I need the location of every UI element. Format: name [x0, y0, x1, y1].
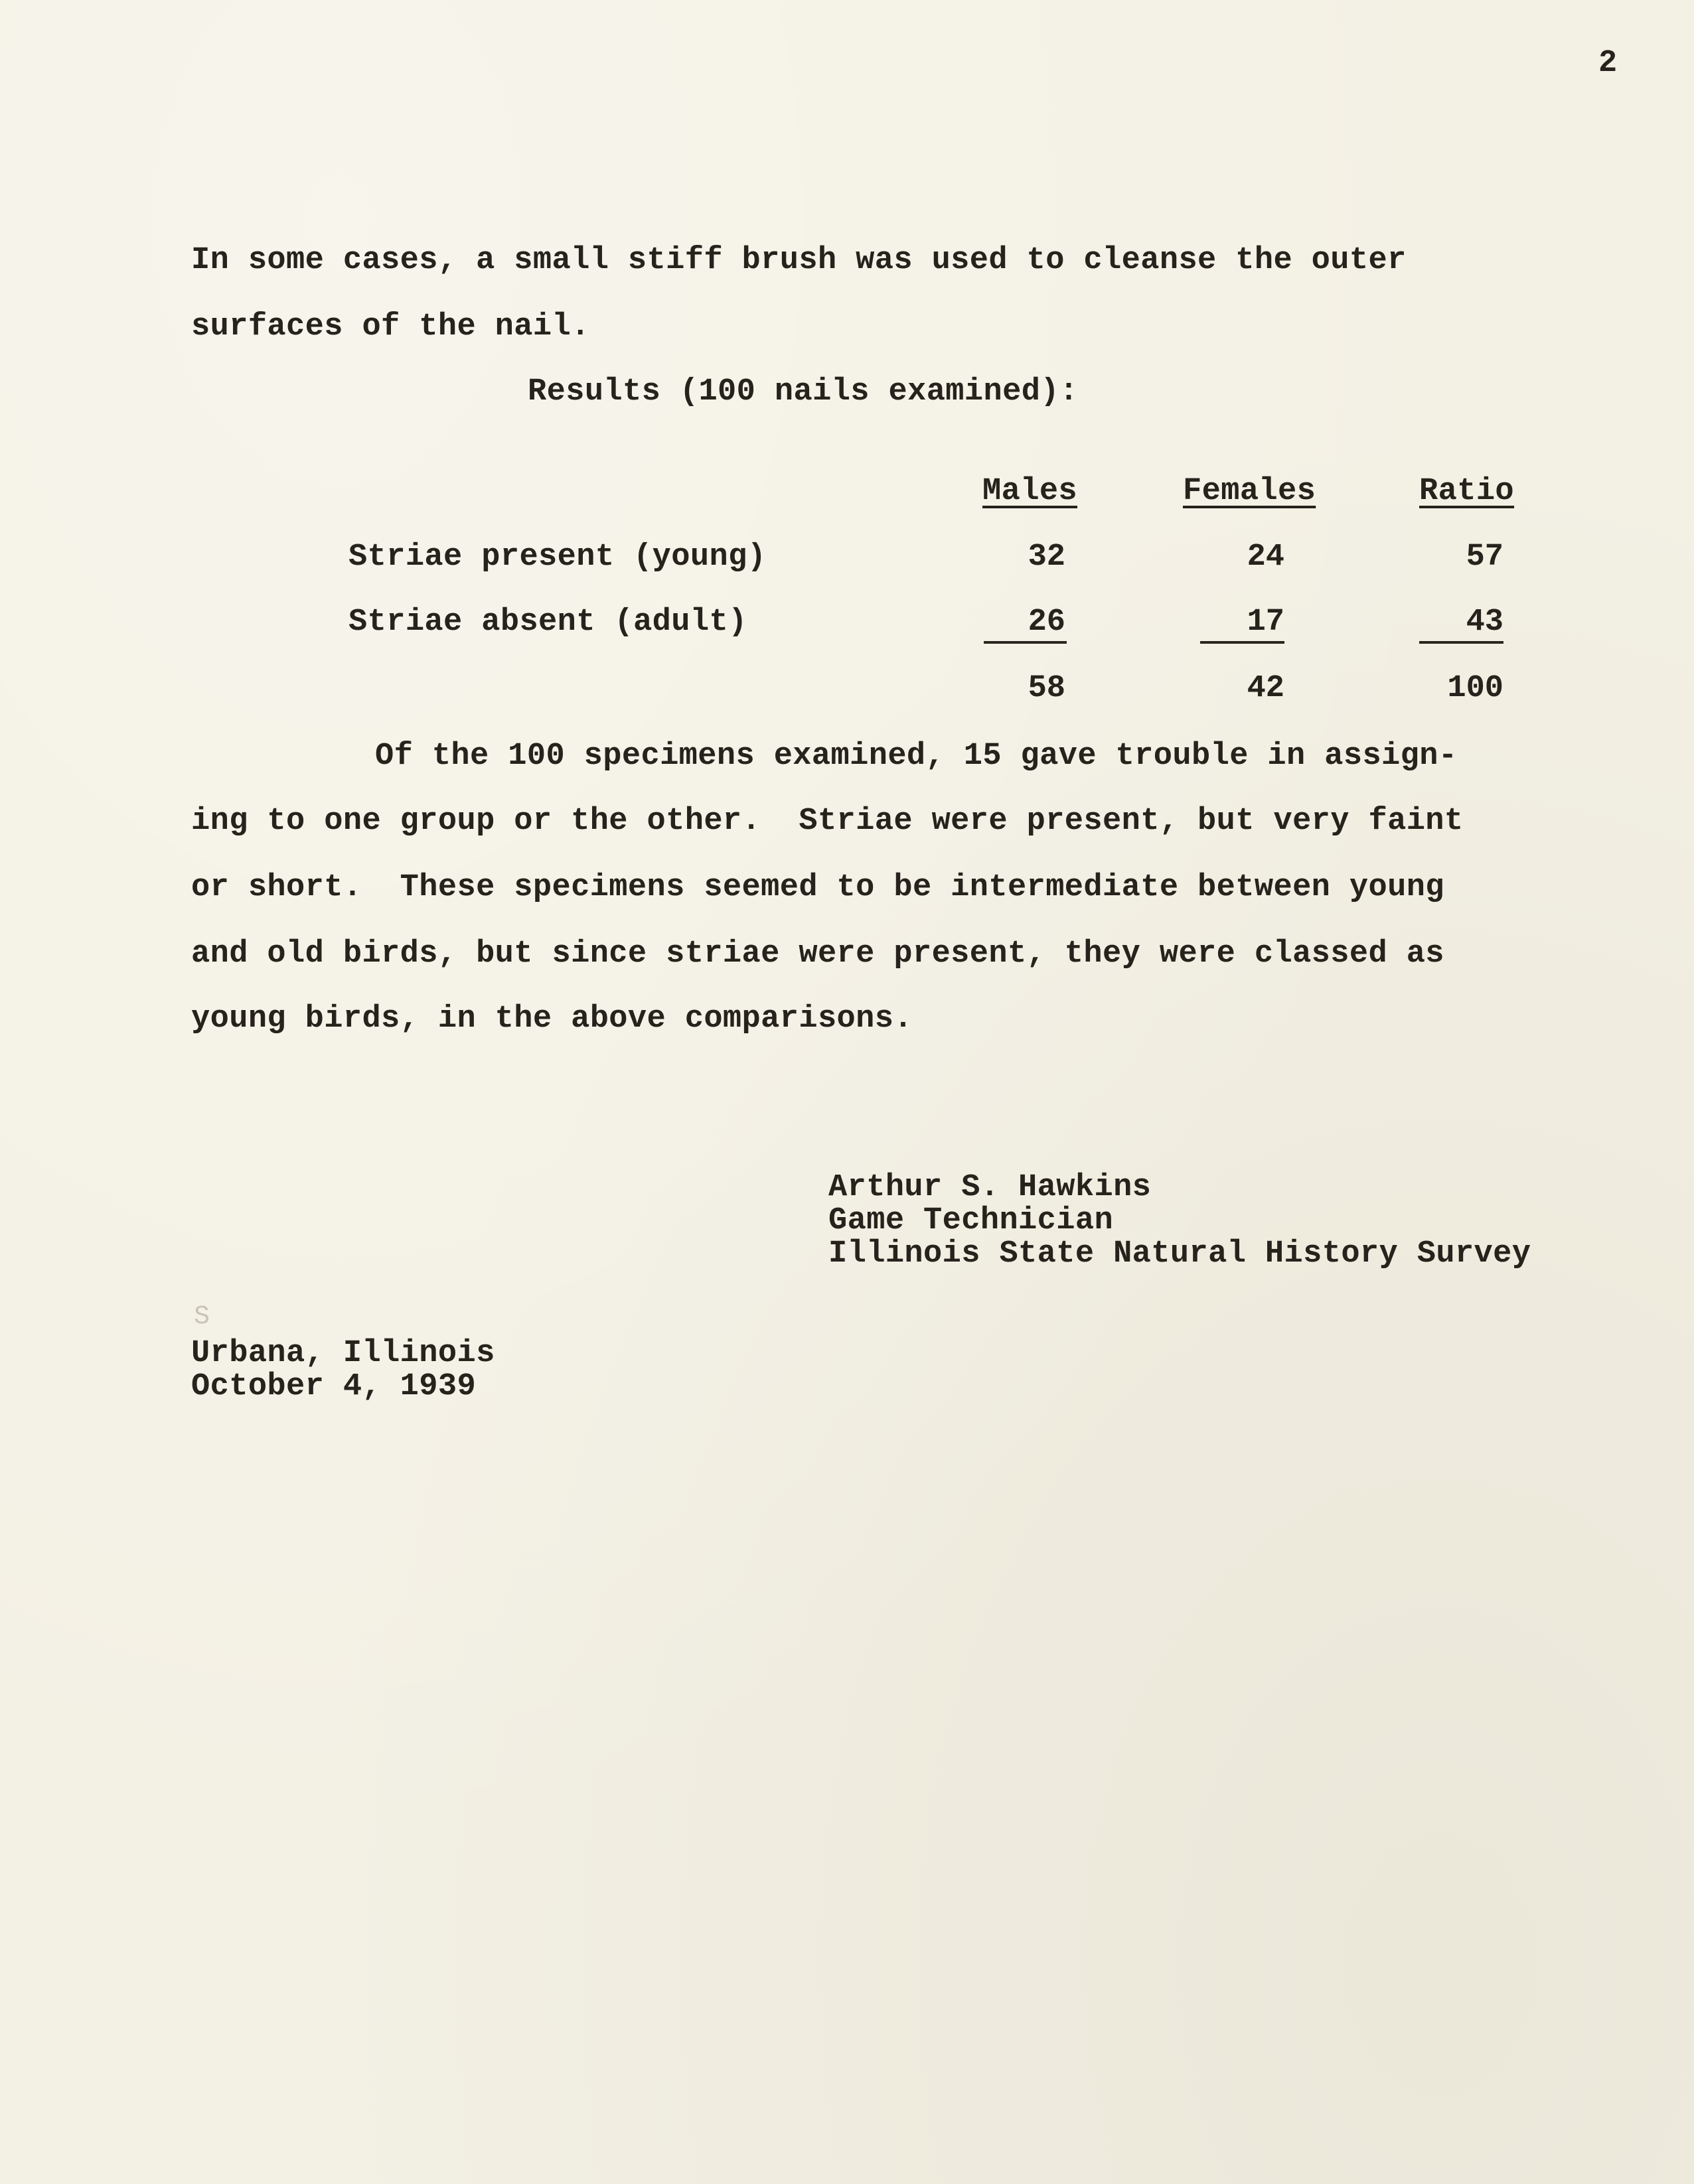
signature-title: Game Technician: [828, 1203, 1114, 1238]
cell-absent-females: 17: [1247, 605, 1284, 640]
header-females: Females: [1183, 474, 1316, 509]
location: Urbana, Illinois: [191, 1336, 495, 1371]
total-males: 58: [1028, 671, 1065, 706]
typist-mark: S: [194, 1302, 210, 1332]
cell-present-ratio: 57: [1466, 540, 1503, 575]
cell-present-females: 24: [1247, 540, 1284, 575]
results-heading: Results (100 nails examined):: [528, 374, 1079, 409]
sum-rule-ratio: [1419, 641, 1503, 644]
sum-rule-females: [1200, 641, 1284, 644]
page-number: 2: [1598, 46, 1618, 81]
cell-present-males: 32: [1028, 540, 1065, 575]
paragraph-line-5: young birds, in the above comparisons.: [191, 1001, 913, 1037]
row-label-present: Striae present (young): [348, 540, 767, 575]
row-label-absent: Striae absent (adult): [348, 605, 747, 640]
paragraph-line-3: or short. These specimens seemed to be intermediate between young: [191, 870, 1444, 905]
total-females: 42: [1247, 671, 1284, 706]
header-males: Males: [982, 474, 1078, 509]
intro-line-1: In some cases, a small stiff brush was used to cleanse the outer: [191, 243, 1407, 278]
cell-absent-males: 26: [1028, 605, 1065, 640]
signature-org: Illinois State Natural History Survey: [828, 1236, 1531, 1272]
intro-line-2: surfaces of the nail.: [191, 309, 590, 344]
paragraph-line-4: and old birds, but since striae were present, they were classed as: [191, 936, 1444, 972]
signature-name: Arthur S. Hawkins: [828, 1170, 1152, 1205]
header-ratio: Ratio: [1419, 474, 1515, 509]
sum-rule-males: [984, 641, 1067, 644]
paragraph-line-1: Of the 100 specimens examined, 15 gave trouble in assign-: [375, 739, 1458, 774]
cell-absent-ratio: 43: [1466, 605, 1503, 640]
total-ratio: 100: [1447, 671, 1503, 706]
paragraph-line-2: ing to one group or the other. Striae were present, but very faint: [191, 804, 1464, 839]
date: October 4, 1939: [191, 1369, 477, 1404]
